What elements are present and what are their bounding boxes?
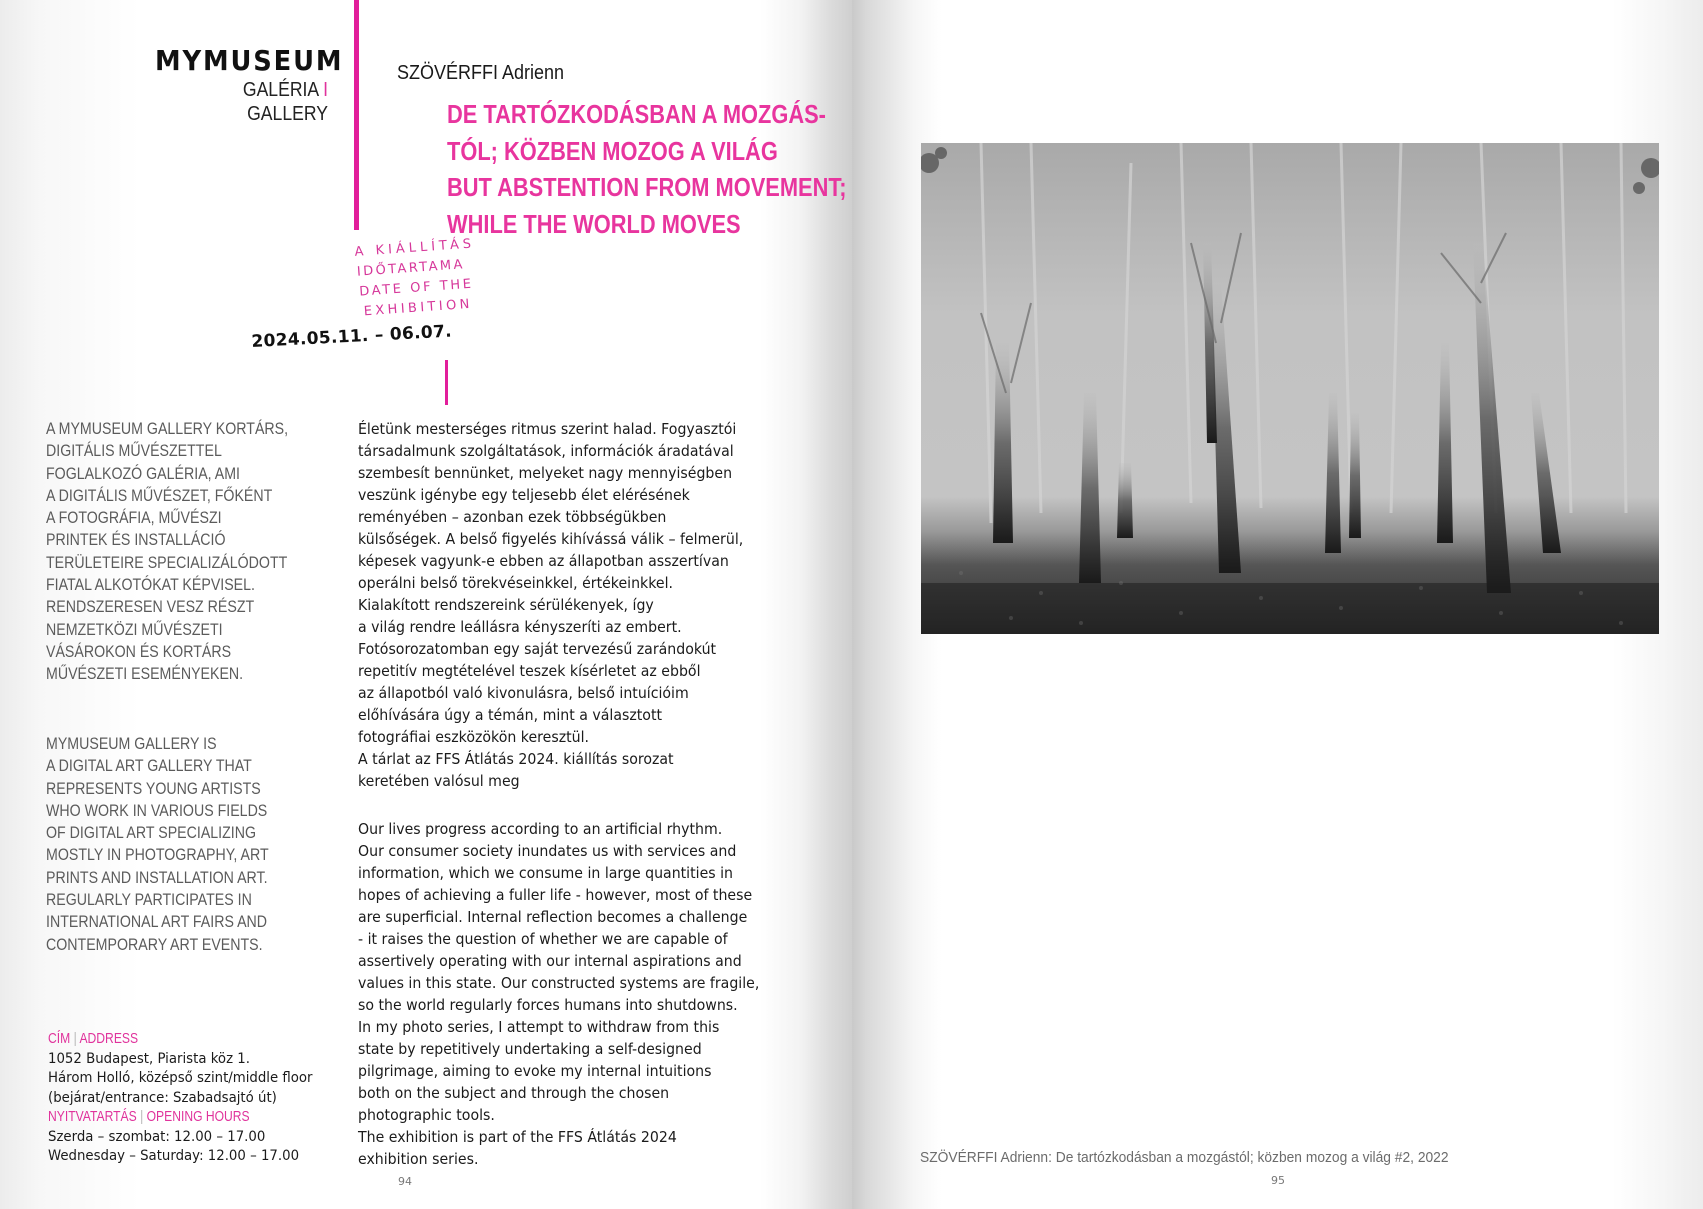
statement-line: pilgrimage, aiming to evoke my internal intuitions (358, 1062, 712, 1080)
statement-line: Our consumer society inundates us with services and (358, 842, 737, 860)
page-number-right: 95 (1271, 1174, 1285, 1187)
statement-line: both on the subject and through the chosen (358, 1084, 670, 1102)
about-line: FOGLALKOZÓ GALÉRIA, AMI (46, 464, 240, 483)
statement-line: are superficial. Internal reflection becomes a challenge (358, 908, 748, 926)
statement-line: exhibition series. (358, 1150, 479, 1168)
hours-line: Szerda – szombat: 12.00 – 17.00 (48, 1128, 266, 1145)
gallery-subtitle-hu: GALÉRIA (242, 79, 319, 101)
about-line: TERÜLETEIRE SPECIALIZÁLÓDOTT (46, 553, 288, 572)
label-separator: | (73, 1031, 77, 1047)
statement-line: Életünk mesterséges ritmus szerint halad. Fogyasztói (358, 420, 737, 438)
date-label-line: IDŐTARTAMA (356, 257, 466, 280)
about-line: NEMZETKÖZI MŰVÉSZETI (46, 620, 223, 639)
about-line: A FOTOGRÁFIA, MŰVÉSZI (46, 509, 222, 528)
date-label-line: EXHIBITION (363, 296, 474, 320)
hours-label-hu: NYITVATARTÁS (48, 1109, 137, 1125)
about-line: REPRESENTS YOUNG ARTISTS (46, 779, 261, 798)
statement-line: repetitív megtételével teszek kísérletet az ebből (358, 662, 701, 680)
about-line: DIGITÁLIS MŰVÉSZETTEL (46, 442, 222, 461)
statement-line: Kialakított rendszereink sérülékenyek, így (358, 596, 654, 614)
about-line: VÁSÁROKON ÉS KORTÁRS (46, 642, 232, 661)
statement-line: hopes of achieving a fuller life - however, most of these (358, 886, 753, 904)
hours-line: Wednesday – Saturday: 12.00 – 17.00 (48, 1148, 300, 1164)
about-line: MŰVÉSZETI ESEMÉNYEKEN. (46, 665, 244, 684)
statement-line: keretében valósul meg (358, 772, 520, 790)
statement-line: veszünk igénybe egy teljesebb élet elérésének (358, 486, 690, 504)
statement-line: előhívására úgy a témán, mint a választott (358, 706, 663, 724)
statement-line: information, which we consume in large quantities in (358, 864, 733, 882)
statement-line: values in this state. Our constructed systems are fragile, (358, 974, 760, 992)
about-line: RENDSZERESEN VESZ RÉSZT (46, 598, 255, 617)
statement-line: Our lives progress according to an artificial rhythm. (358, 820, 723, 838)
about-line: OF DIGITAL ART SPECIALIZING (46, 824, 257, 843)
statement-line: A tárlat az FFS Átlátás 2024. kiállítás sorozat (358, 750, 674, 768)
statement-line: külsőségek. A belső figyelés kihívássá válik – felmerül, (358, 530, 744, 548)
gallery-about-hu (46, 418, 288, 686)
hours-label-en: OPENING HOURS (146, 1109, 250, 1125)
hours-label (48, 1108, 281, 1128)
statement-line: Fotósorozatomban egy saját tervezésű zarándokút (358, 640, 717, 658)
statement-line: képesek vagyunk-e ebben az állapotban asszertívan (358, 552, 729, 570)
statement-line: az állapotból való kivonulásra, belső intuícióim (358, 684, 689, 702)
date-label-line: DATE OF THE (358, 276, 475, 300)
statement-line: fotográfiai eszközökön keresztül. (358, 728, 590, 746)
about-line: INTERNATIONAL ART FAIRS AND (46, 913, 268, 932)
label-separator: | (140, 1109, 144, 1125)
address-label (48, 1030, 281, 1050)
statement-hu (358, 418, 743, 792)
address-label-hu: CÍM (48, 1031, 71, 1047)
address-line: Három Holló, középső szint/middle floor (48, 1070, 313, 1086)
statement-line: In my photo series, I attempt to withdraw from this (358, 1018, 720, 1036)
statement-line: szembesít bennünket, melyeket nagy mennyiségben (358, 464, 733, 482)
about-line: A MYMUSEUM GALLERY KORTÁRS, (46, 420, 289, 438)
accent-bar-small (445, 360, 448, 405)
statement-line: társadalmunk szolgáltatások, információk áradatával (358, 442, 734, 460)
about-line: CONTEMPORARY ART EVENTS. (46, 935, 263, 954)
page-number-left: 94 (398, 1175, 412, 1188)
about-line: REGULARLY PARTICIPATES IN (46, 891, 252, 910)
about-line: FIATAL ALKOTÓKAT KÉPVISEL. (46, 576, 255, 595)
gallery-subtitle-en: GALLERY (247, 103, 328, 125)
about-line: PRINTEK ÉS INSTALLÁCIÓ (46, 531, 226, 550)
about-line: A DIGITÁLIS MŰVÉSZET, FŐKÉNT (46, 486, 273, 505)
statement-en (358, 818, 759, 1170)
foggy-forest-image (921, 143, 1659, 634)
gallery-subtitle-separator: I (323, 79, 328, 101)
accent-bar (354, 0, 359, 230)
about-line: PRINTS AND INSTALLATION ART. (46, 868, 268, 887)
artist-name: SZÖVÉRFFI Adrienn (397, 62, 565, 84)
statement-line: a világ rendre leállásra kényszeríti az embert. (358, 618, 682, 636)
statement-line: - it raises the question of whether we are capable of (358, 930, 728, 948)
about-line: MYMUSEUM GALLERY IS (46, 735, 217, 753)
exhibition-date-label (352, 234, 480, 322)
gallery-subtitle (163, 78, 328, 126)
statement-line: The exhibition is part of the FFS Átlátás 2024 (358, 1128, 677, 1146)
address-label-en: ADDRESS (79, 1031, 139, 1047)
statement-line: reményében – azonban ezek többségükben (358, 508, 667, 526)
statement-line: state by repetitively undertaking a self-designed (358, 1040, 702, 1058)
about-line: WHO WORK IN VARIOUS FIELDS (46, 801, 268, 820)
title-line: BUT ABSTENTION FROM MOVEMENT; (447, 172, 847, 202)
exhibition-dates: 2024.05.11. – 06.07. (251, 321, 453, 352)
address-line: (bejárat/entrance: Szabadsajtó út) (48, 1089, 277, 1106)
about-line: A DIGITAL ART GALLERY THAT (46, 757, 252, 776)
gallery-logo (140, 44, 344, 126)
statement-line: assertively operating with our internal aspirations and (358, 952, 742, 970)
title-line: DE TARTÓZKODÁSBAN A MOZGÁS- (447, 99, 826, 129)
artwork-photo (921, 143, 1659, 634)
exhibition-title (447, 96, 847, 242)
title-line: WHILE THE WORLD MOVES (447, 208, 741, 239)
statement-line: photographic tools. (358, 1106, 495, 1124)
statement-line: operálni belső törekvéseinkkel, értékeinkkel. (358, 574, 674, 592)
title-line: TÓL; KÖZBEN MOZOG A VILÁG (447, 135, 778, 166)
gallery-about-en (46, 733, 269, 956)
gallery-name: MYMUSEUM (155, 44, 344, 77)
statement-line: so the world regularly forces humans into shutdowns. (358, 996, 738, 1014)
address-line: 1052 Budapest, Piarista köz 1. (48, 1050, 250, 1067)
artwork-caption: SZÖVÉRFFI Adrienn: De tartózkodásban a mozgástól; közben mozog a világ #2, 2022 (920, 1149, 1449, 1166)
about-line: MOSTLY IN PHOTOGRAPHY, ART (46, 846, 269, 865)
gallery-info (48, 1030, 313, 1167)
date-label-line: A KIÁLLÍTÁS (354, 236, 476, 260)
